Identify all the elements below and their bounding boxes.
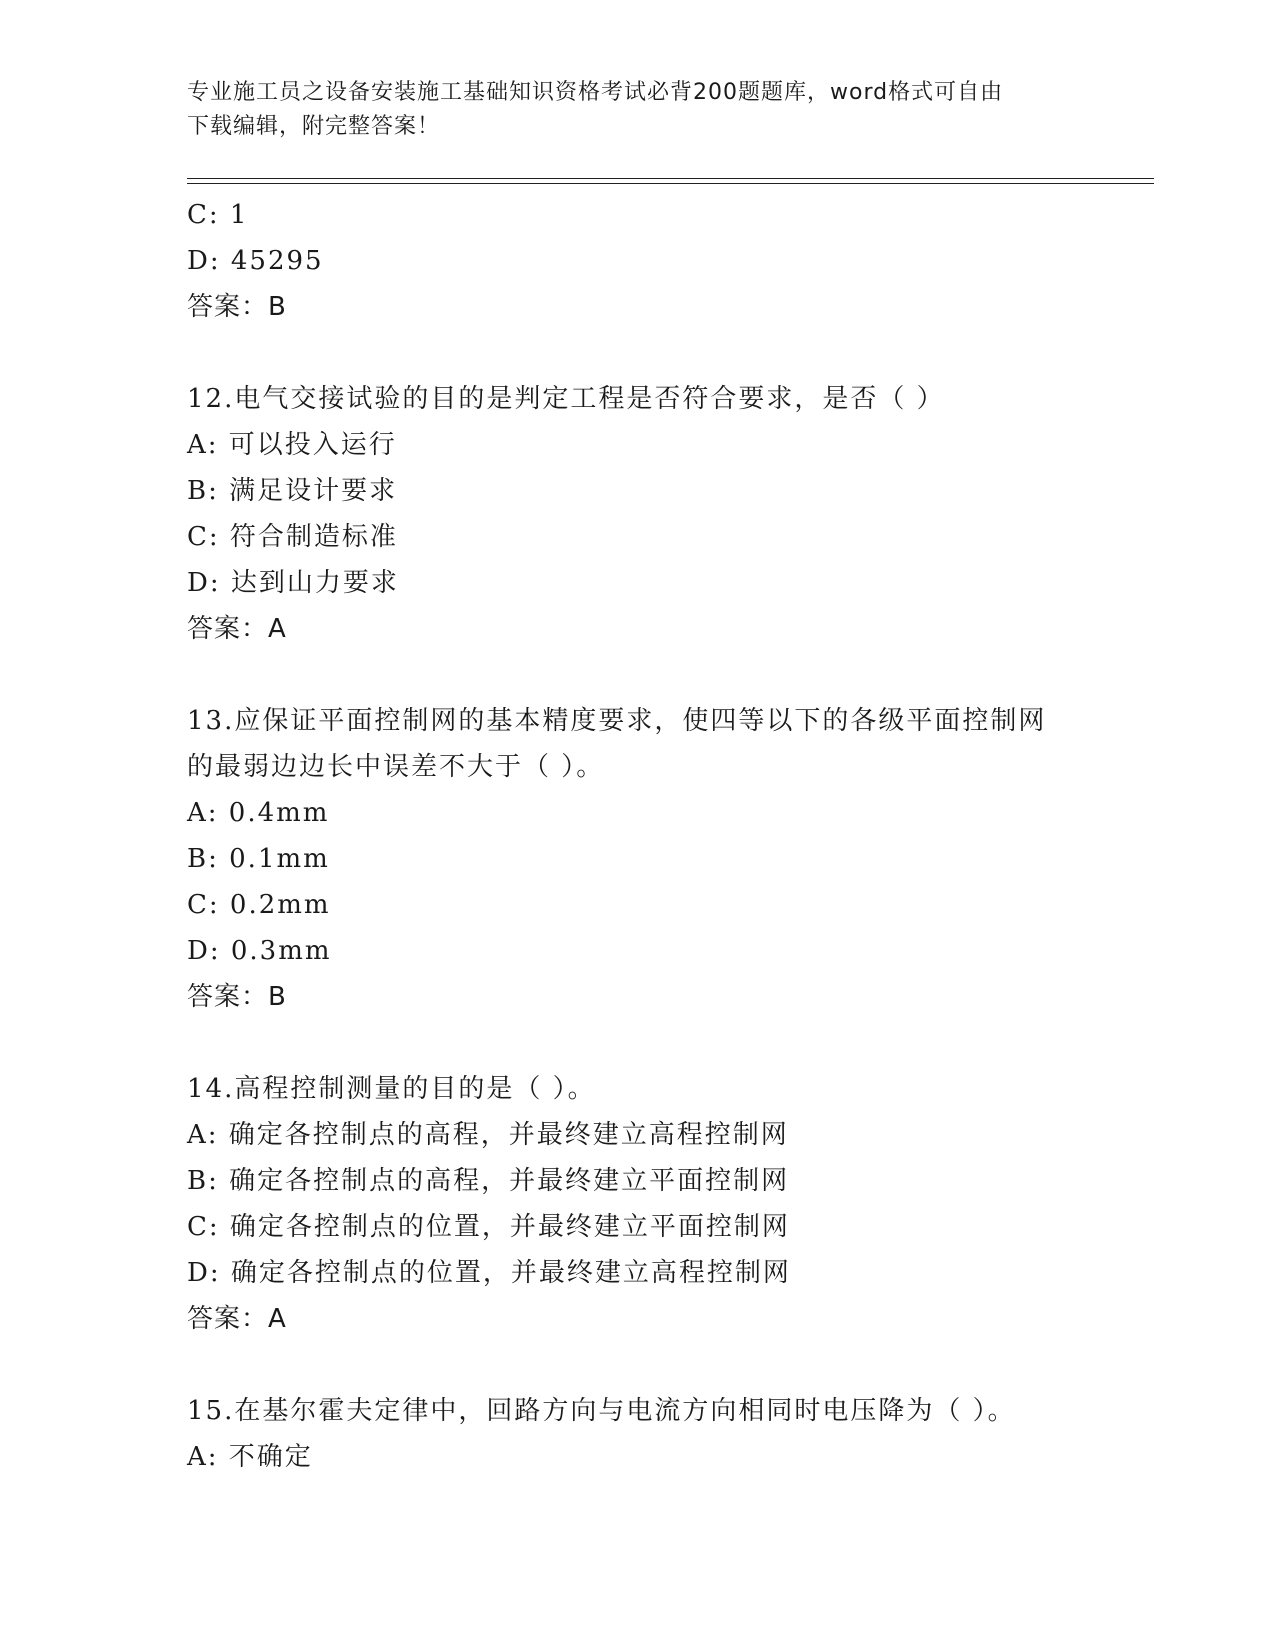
option-a: A: 0.4mm [187, 798, 330, 828]
option-d: D: 0.3mm [187, 936, 332, 966]
spacer [187, 330, 1087, 376]
question-stem: 14.高程控制测量的目的是（ ）。 [187, 1074, 596, 1104]
option-d: D: 45295 [187, 246, 324, 276]
question-list [187, 192, 1087, 1480]
option-b: B: 满足设计要求 [187, 476, 398, 506]
option-b: B: 0.1mm [187, 844, 330, 874]
header-line-1: 专业施工员之设备安装施工基础知识资格考试必背200题题库，word格式可自由 [187, 80, 1004, 105]
header-divider-top [187, 178, 1154, 179]
question-12 [187, 376, 1087, 652]
question-15 [187, 1388, 1087, 1480]
header-divider-bottom [187, 183, 1154, 184]
option-c: C: 符合制造标准 [187, 522, 398, 552]
option-d: D: 达到山力要求 [187, 568, 399, 598]
spacer [187, 1020, 1087, 1066]
header-line-2: 下载编辑，附完整答案！ [187, 114, 441, 139]
option-d: D: 确定各控制点的位置，并最终建立高程控制网 [187, 1258, 791, 1288]
option-c: C: 1 [187, 200, 249, 230]
option-a: A: 确定各控制点的高程，并最终建立高程控制网 [187, 1120, 789, 1150]
option-b: B: 确定各控制点的高程，并最终建立平面控制网 [187, 1166, 790, 1196]
option-c: C: 0.2mm [187, 890, 331, 920]
answer-line: 答案：A [187, 614, 287, 644]
answer-line: 答案：A [187, 1304, 287, 1334]
question-stem-line-2: 的最弱边边长中误差不大于（ ）。 [187, 752, 605, 782]
spacer [187, 652, 1087, 698]
question-stem: 12.电气交接试验的目的是判定工程是否符合要求，是否（ ） [187, 384, 945, 414]
answer-line: 答案：B [187, 292, 287, 322]
question-stem-line-1: 13.应保证平面控制网的基本精度要求，使四等以下的各级平面控制网 [187, 706, 1047, 736]
prev-question-tail [187, 192, 1087, 330]
question-stem: 15.在基尔霍夫定律中，回路方向与电流方向相同时电压降为（ ）。 [187, 1396, 1016, 1426]
document-header [187, 76, 1087, 144]
option-a: A: 不确定 [187, 1442, 313, 1472]
answer-line: 答案：B [187, 982, 287, 1012]
option-c: C: 确定各控制点的位置，并最终建立平面控制网 [187, 1212, 790, 1242]
question-13 [187, 698, 1087, 1020]
question-14 [187, 1066, 1087, 1342]
spacer [187, 1342, 1087, 1388]
option-a: A: 可以投入运行 [187, 430, 397, 460]
